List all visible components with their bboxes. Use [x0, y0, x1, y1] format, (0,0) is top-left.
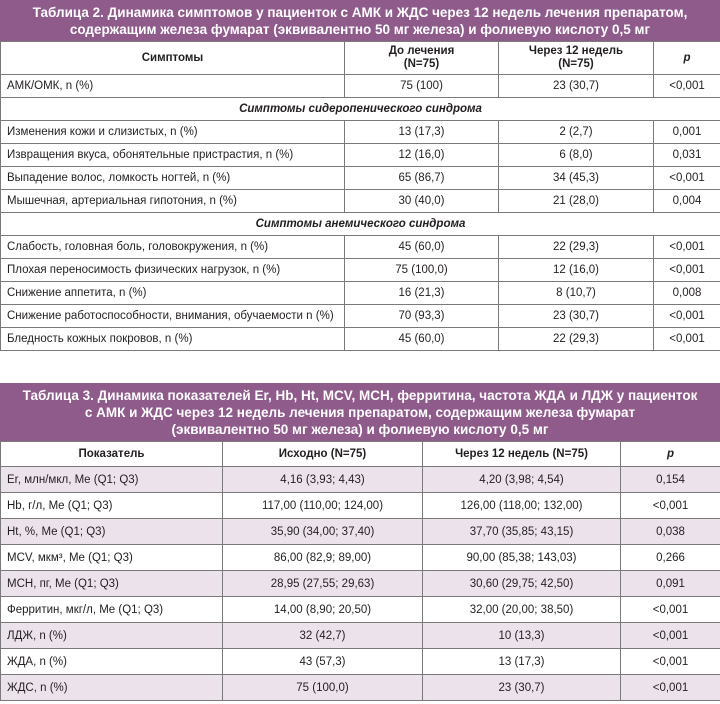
table-row — [1, 571, 720, 597]
table-row — [1, 519, 720, 545]
row-p: 0,038 — [621, 519, 720, 545]
row-before: 45 (60,0) — [345, 328, 499, 351]
row-after: 34 (45,3) — [499, 167, 654, 190]
row-name: Ht, %, Me (Q1; Q3) — [1, 519, 223, 545]
row-name: MCH, пг, Me (Q1; Q3) — [1, 571, 223, 597]
row-before: 86,00 (82,9; 89,00) — [223, 545, 423, 571]
table-row — [1, 121, 720, 144]
row-after: 37,70 (35,85; 43,15) — [423, 519, 621, 545]
row-before: 75 (100) — [345, 75, 499, 98]
row-name: MCV, мкм³, Me (Q1; Q3) — [1, 545, 223, 571]
row-before: 65 (86,7) — [345, 167, 499, 190]
table-3-caption — [0, 383, 720, 441]
table-row — [1, 328, 720, 351]
table-3-header-row — [1, 442, 720, 467]
header-before-n: (N=75) — [403, 58, 440, 70]
row-p: 0,001 — [654, 121, 720, 144]
row-after: 21 (28,0) — [499, 190, 654, 213]
table-row — [1, 190, 720, 213]
table-2-caption-line: содержащим железа фумарат (эквивалентно 50 мг железа) и фолиевую кислоту 0,5 мг — [69, 22, 651, 37]
table-row — [1, 623, 720, 649]
row-p: <0,001 — [654, 328, 720, 351]
row-after: 12 (16,0) — [499, 259, 654, 282]
header-indicator: Показатель — [1, 442, 223, 467]
row-before: 30 (40,0) — [345, 190, 499, 213]
row-before: 13 (17,3) — [345, 121, 499, 144]
table-row — [1, 259, 720, 282]
row-before: 32 (42,7) — [223, 623, 423, 649]
header-baseline: Исходно (N=75) — [223, 442, 423, 467]
table-row — [1, 597, 720, 623]
table-row — [1, 675, 720, 701]
table-2-caption-line: Таблица 2. Динамика симптомов у пациенток с АМК и ЖДС через 12 недель лечения препаратом, — [32, 5, 688, 20]
row-p: 0,266 — [621, 545, 720, 571]
row-after: 22 (29,3) — [499, 328, 654, 351]
row-p: <0,001 — [621, 597, 720, 623]
row-before: 4,16 (3,93; 4,43) — [223, 467, 423, 493]
row-name: Выпадение волос, ломкость ногтей, n (%) — [1, 167, 345, 190]
row-name: ЖДА, n (%) — [1, 649, 223, 675]
header-symptoms: Симптомы — [1, 42, 345, 75]
row-before: 43 (57,3) — [223, 649, 423, 675]
row-name: Hb, г/л, Me (Q1; Q3) — [1, 493, 223, 519]
row-after: 10 (13,3) — [423, 623, 621, 649]
row-p: <0,001 — [654, 167, 720, 190]
header-after — [499, 42, 654, 75]
table-row — [1, 467, 720, 493]
header-p: p — [654, 42, 720, 75]
row-after: 126,00 (118,00; 132,00) — [423, 493, 621, 519]
header-after-n: (N=75) — [558, 58, 594, 70]
row-after: 23 (30,7) — [499, 75, 654, 98]
row-before: 35,90 (34,00; 37,40) — [223, 519, 423, 545]
row-name: ЛДЖ, n (%) — [1, 623, 223, 649]
row-p: 0,154 — [621, 467, 720, 493]
row-p: 0,091 — [621, 571, 720, 597]
row-after: 30,60 (29,75; 42,50) — [423, 571, 621, 597]
header-before — [345, 42, 499, 75]
row-name: Снижение работоспособности, внимания, обучаемости n (%) — [1, 305, 345, 328]
row-after: 4,20 (3,98; 4,54) — [423, 467, 621, 493]
row-name: Изменения кожи и слизистых, n (%) — [1, 121, 345, 144]
table-2-grid — [0, 41, 720, 351]
row-p: <0,001 — [654, 236, 720, 259]
table-row — [1, 493, 720, 519]
table-3-caption-line: с АМК и ЖДС через 12 недель лечения препаратом, содержащим железа фумарат — [84, 405, 636, 420]
table-row — [1, 167, 720, 190]
row-name: Ферритин, мкг/л, Me (Q1; Q3) — [1, 597, 223, 623]
table-3-grid — [0, 441, 720, 701]
table-row — [1, 649, 720, 675]
row-after: 90,00 (85,38; 143,03) — [423, 545, 621, 571]
row-name: Er, млн/мкл, Me (Q1; Q3) — [1, 467, 223, 493]
row-p: <0,001 — [654, 75, 720, 98]
row-before: 12 (16,0) — [345, 144, 499, 167]
table-row — [1, 236, 720, 259]
table-row — [1, 75, 720, 98]
row-before: 45 (60,0) — [345, 236, 499, 259]
row-p: <0,001 — [621, 649, 720, 675]
row-p: <0,001 — [654, 305, 720, 328]
table-3-caption-line: Таблица 3. Динамика показателей Er, Hb, Ht, MCV, MCH, ферритина, частота ЖДА и ЛДЖ у пациенток — [22, 388, 698, 403]
row-before: 16 (21,3) — [345, 282, 499, 305]
row-name: Слабость, головная боль, головокружения, n (%) — [1, 236, 345, 259]
row-p: 0,008 — [654, 282, 720, 305]
row-p: 0,031 — [654, 144, 720, 167]
table-row — [1, 282, 720, 305]
section-sideropenic-label: Симптомы сидеропенического синдрома — [1, 98, 720, 121]
section-anemic-label: Симптомы анемического синдрома — [1, 213, 720, 236]
header-after-label: Через 12 недель — [528, 45, 624, 57]
section-row — [1, 213, 720, 236]
row-before: 14,00 (8,90; 20,50) — [223, 597, 423, 623]
table-3-caption-line: (эквивалентно 50 мг железа) и фолиевую кислоту 0,5 мг — [171, 422, 549, 437]
section-row — [1, 98, 720, 121]
table-row — [1, 144, 720, 167]
row-name: АМК/ОМК, n (%) — [1, 75, 345, 98]
header-before-label: До лечения — [388, 45, 455, 57]
row-name: Извращения вкуса, обонятельные пристрастия, n (%) — [1, 144, 345, 167]
row-name: ЖДС, n (%) — [1, 675, 223, 701]
table-2 — [0, 0, 720, 351]
row-p: <0,001 — [621, 623, 720, 649]
row-p: <0,001 — [654, 259, 720, 282]
table-2-header-row — [1, 42, 720, 75]
row-after: 32,00 (20,00; 38,50) — [423, 597, 621, 623]
header-after-12-weeks: Через 12 недель (N=75) — [423, 442, 621, 467]
row-after: 2 (2,7) — [499, 121, 654, 144]
row-after: 13 (17,3) — [423, 649, 621, 675]
row-before: 75 (100,0) — [345, 259, 499, 282]
table-3 — [0, 383, 720, 701]
row-after: 23 (30,7) — [499, 305, 654, 328]
row-name: Плохая переносимость физических нагрузок, n (%) — [1, 259, 345, 282]
row-p: <0,001 — [621, 675, 720, 701]
row-before: 28,95 (27,55; 29,63) — [223, 571, 423, 597]
row-name: Снижение аппетита, n (%) — [1, 282, 345, 305]
table-2-caption — [0, 0, 720, 41]
row-name: Бледность кожных покровов, n (%) — [1, 328, 345, 351]
row-after: 23 (30,7) — [423, 675, 621, 701]
table-row — [1, 305, 720, 328]
row-before: 75 (100,0) — [223, 675, 423, 701]
header-p: p — [621, 442, 720, 467]
row-p: <0,001 — [621, 493, 720, 519]
row-name: Мышечная, артериальная гипотония, n (%) — [1, 190, 345, 213]
row-before: 117,00 (110,00; 124,00) — [223, 493, 423, 519]
row-before: 70 (93,3) — [345, 305, 499, 328]
row-after: 22 (29,3) — [499, 236, 654, 259]
row-p: 0,004 — [654, 190, 720, 213]
row-after: 6 (8,0) — [499, 144, 654, 167]
table-row — [1, 545, 720, 571]
row-after: 8 (10,7) — [499, 282, 654, 305]
